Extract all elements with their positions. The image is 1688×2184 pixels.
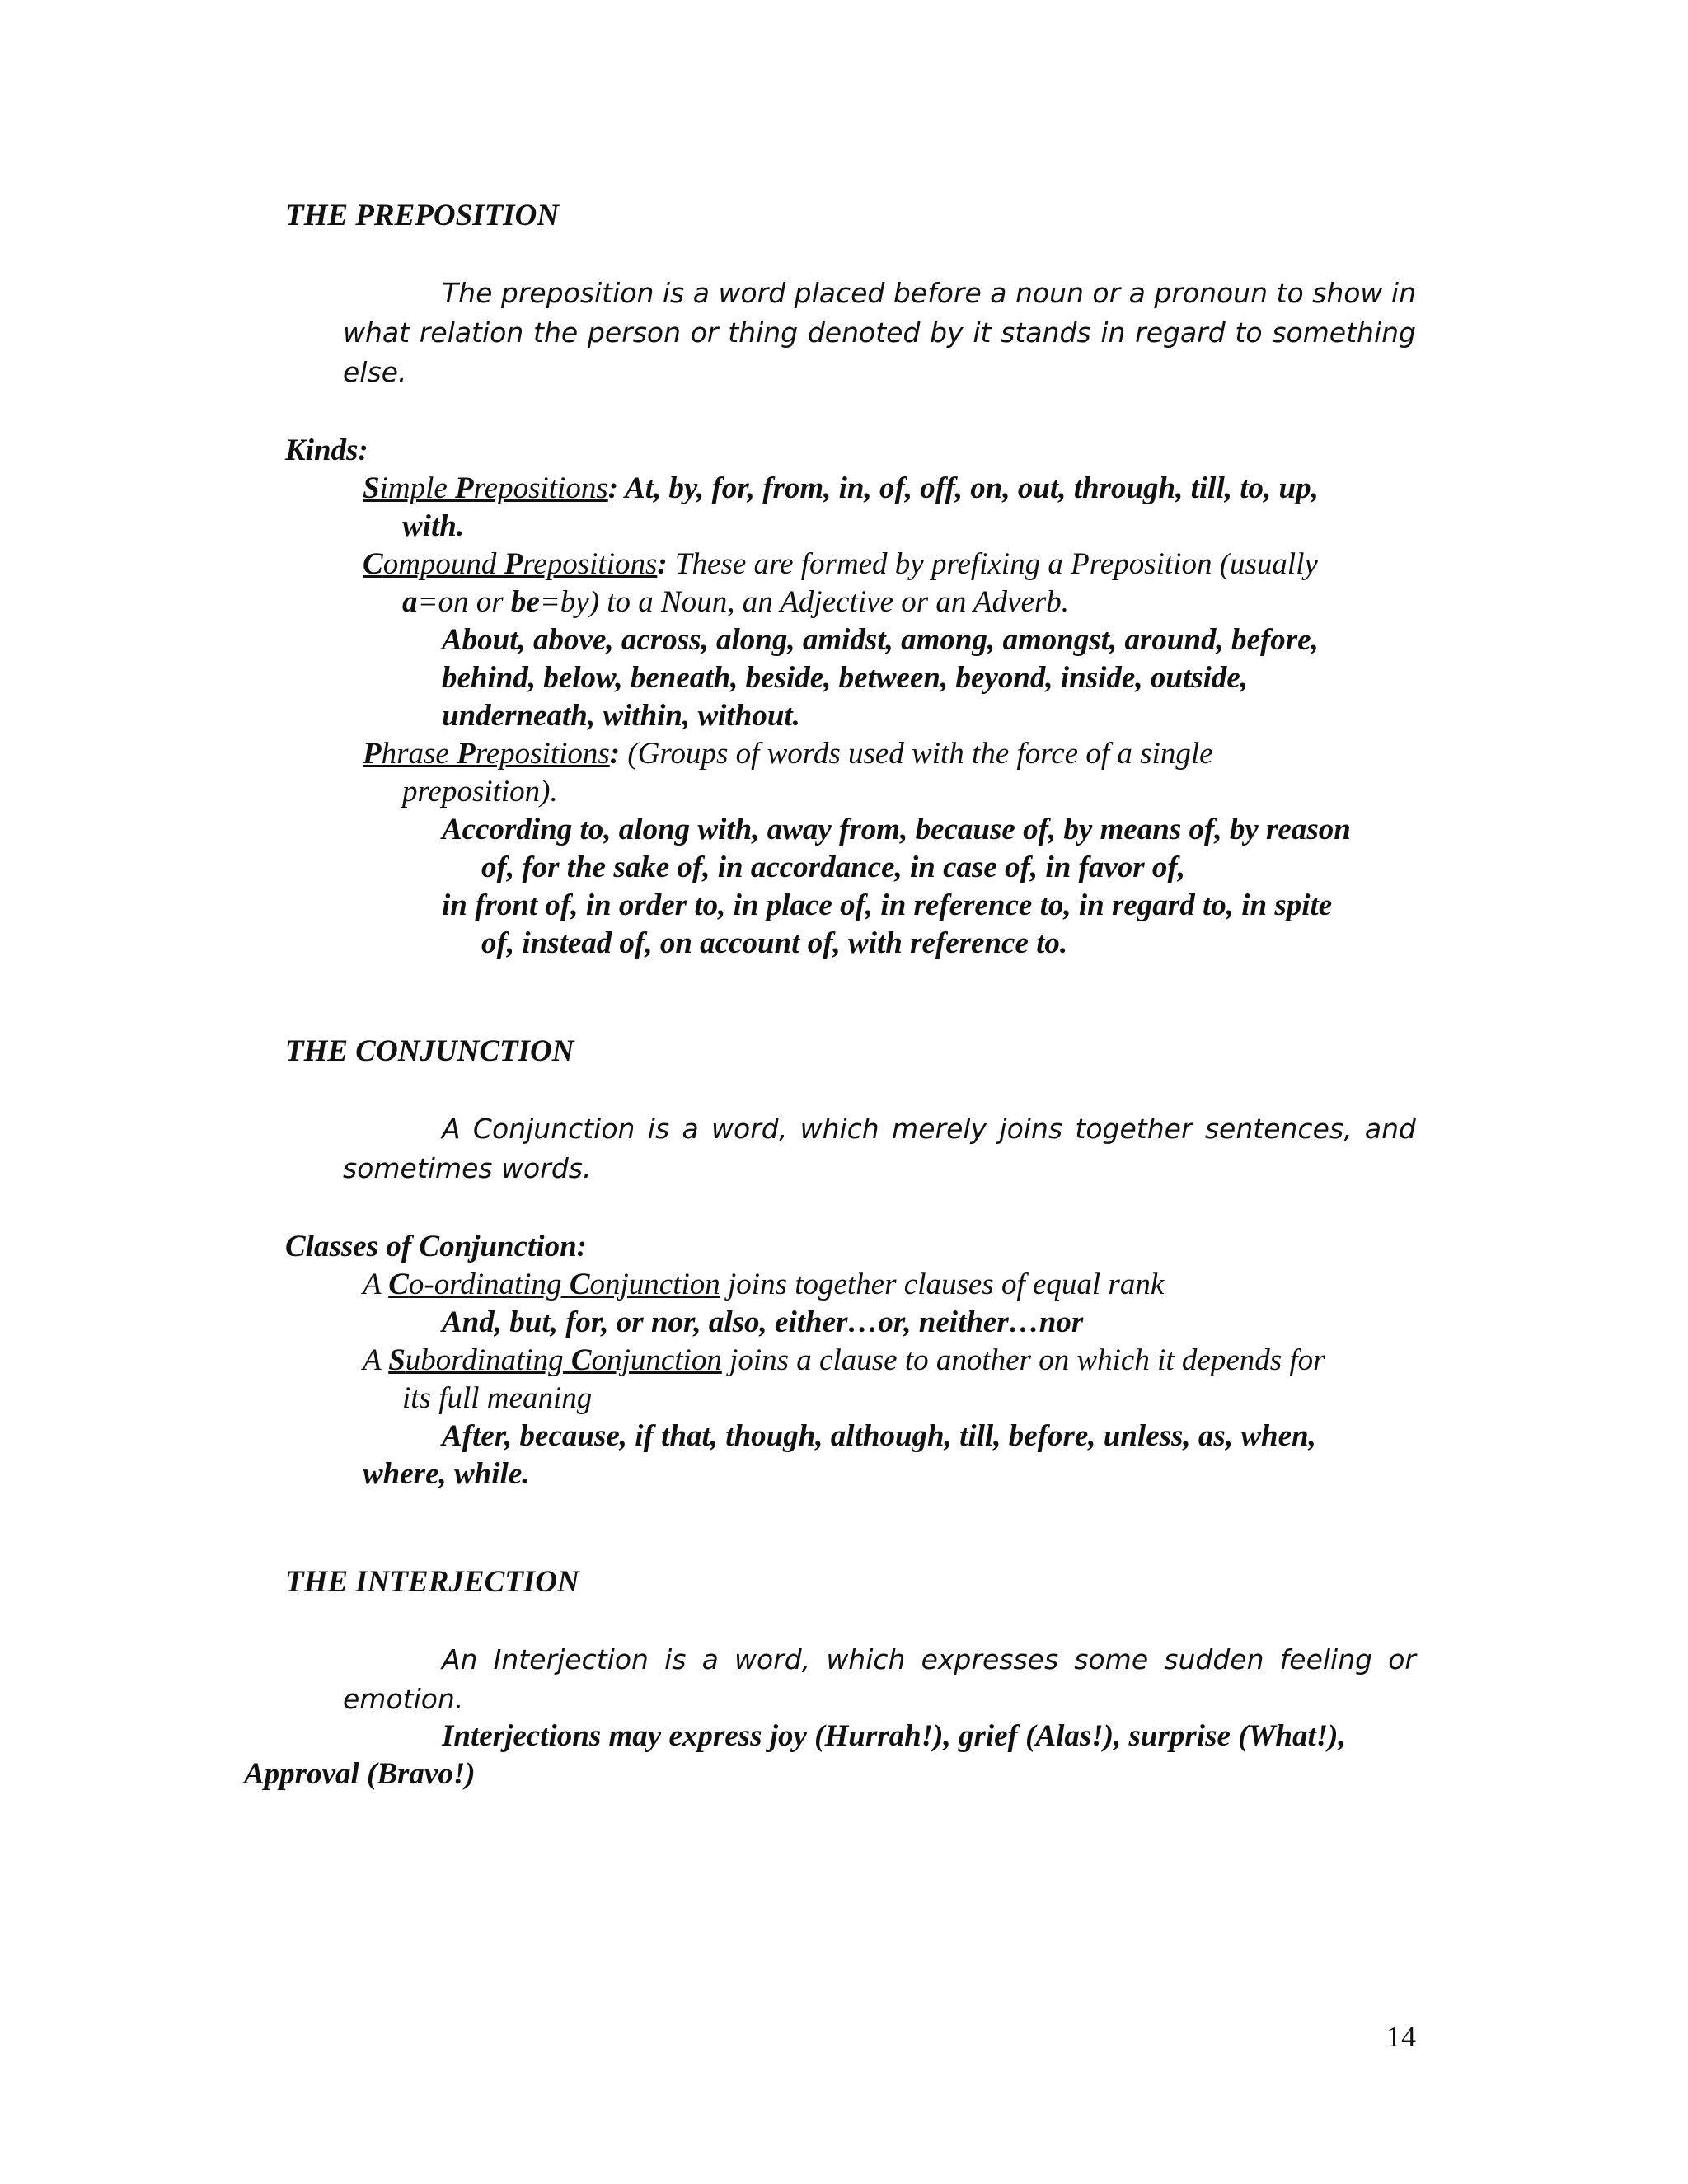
subordinating-conjunction-line-1: A Subordinating Conjunction joins a clause to another on which it depends for bbox=[363, 1343, 1325, 1377]
compound-prepositions-list-line-1: About, above, across, along, amidst, among, amongst, around, before, bbox=[442, 623, 1319, 657]
compound-prepositions-line-1: Compound Prepositions: These are formed by prefixing a Preposition (usually bbox=[363, 547, 1318, 581]
interjection-definition-line-2: emotion. bbox=[343, 1683, 464, 1715]
subordinating-conjunction-list-line-2: where, while. bbox=[363, 1457, 530, 1491]
coordinating-conjunction-list: And, but, for, or nor, also, either…or, neither…nor bbox=[442, 1305, 1084, 1339]
interjection-examples-line-1: Interjections may express joy (Hurrah!), grief (Alas!), surprise (What!), bbox=[442, 1719, 1346, 1753]
simple-prepositions-line-1: Simple Prepositions: At, by, for, from, in, of, off, on, out, through, till, to, up, bbox=[363, 471, 1319, 505]
preposition-definition-line-1: The preposition is a word placed before a noun or a pronoun to show in bbox=[442, 277, 1416, 309]
phrase-prepositions-line-1: Phrase Prepositions: (Groups of words used with the force of a single bbox=[363, 737, 1213, 771]
subordinating-conjunction-line-2: its full meaning bbox=[402, 1381, 593, 1415]
phrase-prepositions-term: Phrase Prepositions bbox=[363, 737, 610, 771]
compound-prepositions-list-line-2: behind, below, beneath, beside, between, beyond, inside, outside, bbox=[442, 661, 1249, 695]
compound-prepositions-term: Compound Prepositions bbox=[363, 547, 658, 581]
conjunction-heading: THE CONJUNCTION bbox=[285, 1034, 574, 1068]
simple-prepositions-term: Simple Prepositions bbox=[363, 471, 608, 505]
interjection-examples-line-2: Approval (Bravo!) bbox=[244, 1757, 476, 1791]
page-number: 14 bbox=[1386, 2020, 1416, 2053]
phrase-prepositions-line-2: preposition). bbox=[402, 775, 558, 808]
preposition-definition-line-3: else. bbox=[343, 356, 407, 388]
compound-prepositions-line-2: a=on or be=by) to a Noun, an Adjective or an Adverb. bbox=[402, 585, 1070, 619]
simple-prepositions-list: At, by, for, from, in, of, off, on, out, through, till, to, up, bbox=[618, 471, 1319, 505]
phrase-prepositions-list-line-1: According to, along with, away from, because of, by means of, by reason bbox=[442, 813, 1351, 846]
subordinating-conjunction-term: Subordinating Conjunction bbox=[388, 1343, 722, 1377]
coordinating-conjunction-line: A Co-ordinating Conjunction joins together clauses of equal rank bbox=[363, 1268, 1165, 1301]
conjunction-definition-line-1: A Conjunction is a word, which merely joins together sentences, and bbox=[442, 1113, 1416, 1145]
kinds-label: Kinds: bbox=[285, 434, 368, 467]
interjection-definition-line-1: An Interjection is a word, which expresses some sudden feeling or bbox=[442, 1643, 1416, 1675]
simple-prepositions-line-2: with. bbox=[402, 509, 465, 543]
subordinating-conjunction-list-line-1: After, because, if that, though, although, till, before, unless, as, when, bbox=[442, 1419, 1316, 1453]
preposition-heading: THE PREPOSITION bbox=[285, 199, 560, 232]
coordinating-conjunction-term: Co-ordinating Conjunction bbox=[388, 1268, 720, 1301]
phrase-prepositions-list-line-2: of, for the sake of, in accordance, in case of, in favor of, bbox=[481, 851, 1185, 884]
conjunction-definition-line-2: sometimes words. bbox=[343, 1152, 592, 1184]
interjection-heading: THE INTERJECTION bbox=[285, 1565, 579, 1599]
phrase-prepositions-list-line-3: in front of, in order to, in place of, in reference to, in regard to, in spite bbox=[442, 888, 1333, 922]
preposition-definition-line-2: what relation the person or thing denoted by it stands in regard to something bbox=[343, 316, 1416, 349]
classes-of-conjunction-label: Classes of Conjunction: bbox=[285, 1230, 587, 1263]
phrase-prepositions-list-line-4: of, instead of, on account of, with reference to. bbox=[481, 926, 1068, 960]
compound-prepositions-list-line-3: underneath, within, without. bbox=[442, 699, 800, 733]
